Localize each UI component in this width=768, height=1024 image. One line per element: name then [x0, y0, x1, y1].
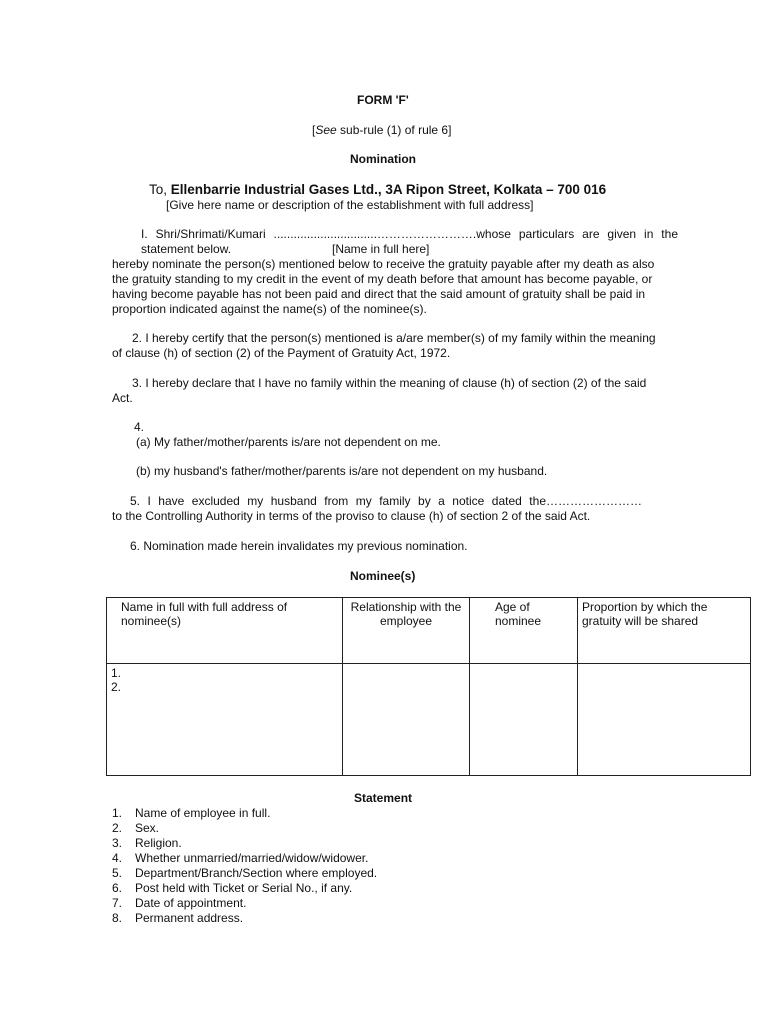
- col-relationship: Relationship with the employee: [343, 598, 470, 664]
- subrule-see: See: [315, 123, 337, 137]
- clause-4-number: 4.: [134, 420, 145, 434]
- col-name-address: Name in full with full address of nominee(s): [107, 598, 343, 664]
- statement-item: 1. Name of employee in full.: [112, 806, 271, 820]
- to-prefix: To,: [149, 182, 171, 197]
- statement-item: 8. Permanent address.: [112, 911, 244, 925]
- clause-4b: (b) my husband's father/mother/parents is/are not dependent on my husband.: [136, 464, 548, 478]
- statement-item: 2. Sex.: [112, 821, 160, 835]
- clause-4a: (a) My father/mother/parents is/are not dependent on me.: [136, 435, 441, 449]
- name-in-full-label: [Name in full here]: [332, 242, 430, 256]
- statement-item: 4. Whether unmarried/married/widow/widower.: [112, 851, 369, 865]
- controlling-authority-line: to the Controlling Authority in terms of the proviso to clause (h) of section 2 of the said Act.: [112, 509, 591, 523]
- statement-title: Statement: [354, 791, 413, 805]
- husband-exclusion-line: 5. I have excluded my husband from my family by a notice dated the……………………: [130, 494, 642, 508]
- nominees-table: [106, 597, 751, 776]
- statement-below-text: statement below.: [141, 242, 232, 256]
- nomination-heading: Nomination: [350, 152, 416, 166]
- family-certification: 2. I hereby certify that the person(s) mentioned is a/are member(s) of my family within the meaning of clause (h) of section (2) of the Payment of Gratuity Act, 1972.: [112, 331, 656, 360]
- addressee-line: [149, 182, 606, 198]
- col-proportion: Proportion by which the gratuity will be shared: [578, 598, 751, 664]
- establishment-instruction: [Give here name or description of the establishment with full address]: [166, 198, 534, 212]
- previous-nomination-note: 6. Nomination made herein invalidates my previous nomination.: [130, 539, 468, 553]
- nominees-entry-row: [107, 664, 751, 776]
- establishment-name: Ellenbarrie Industrial Gases Ltd., 3A Ripon Street, Kolkata – 700 016: [170, 182, 607, 197]
- statement-item: 3. Religion.: [112, 836, 182, 850]
- nominee-row-1-number: 1.: [111, 666, 122, 680]
- form-title: FORM 'F': [357, 93, 409, 107]
- nominee-name-cell[interactable]: [107, 664, 343, 776]
- subrule-open: [: [312, 123, 316, 137]
- subrule-reference: [312, 123, 451, 138]
- nominee-age-cell[interactable]: [470, 664, 578, 776]
- statement-item: 5. Department/Branch/Section where employed.: [112, 866, 378, 880]
- nominee-proportion-cell[interactable]: [578, 664, 751, 776]
- statement-list: [112, 806, 377, 926]
- nomination-declaration: hereby nominate the person(s) mentioned below to receive the gratuity payable after my death as also the gratuity standing to my credit in the event of my death before that amount has become payable, or having become payable has not been paid and direct that the said amount of gratuity shall be paid in proportion indicated against the name(s) of the nominee(s).: [112, 257, 655, 316]
- subrule-rest: sub-rule (1) of rule 6]: [336, 123, 452, 137]
- col-age: Age of nominee: [470, 598, 578, 664]
- statement-item: 7. Date of appointment.: [112, 896, 247, 910]
- nominee-row-2-number: 2.: [111, 680, 122, 694]
- nominees-header-row: [107, 598, 751, 664]
- nominees-title: Nominee(s): [350, 569, 416, 583]
- statement-item: 6. Post held with Ticket or Serial No., if any.: [112, 881, 353, 895]
- no-family-declaration: 3. I hereby declare that I have no family within the meaning of clause (h) of section (2) of the said Act.: [112, 376, 647, 405]
- nominator-name-line: I. Shri/Shrimati/Kumari ...............................…………………….whose particulars are given in the: [141, 227, 678, 241]
- nominee-relationship-cell[interactable]: [343, 664, 470, 776]
